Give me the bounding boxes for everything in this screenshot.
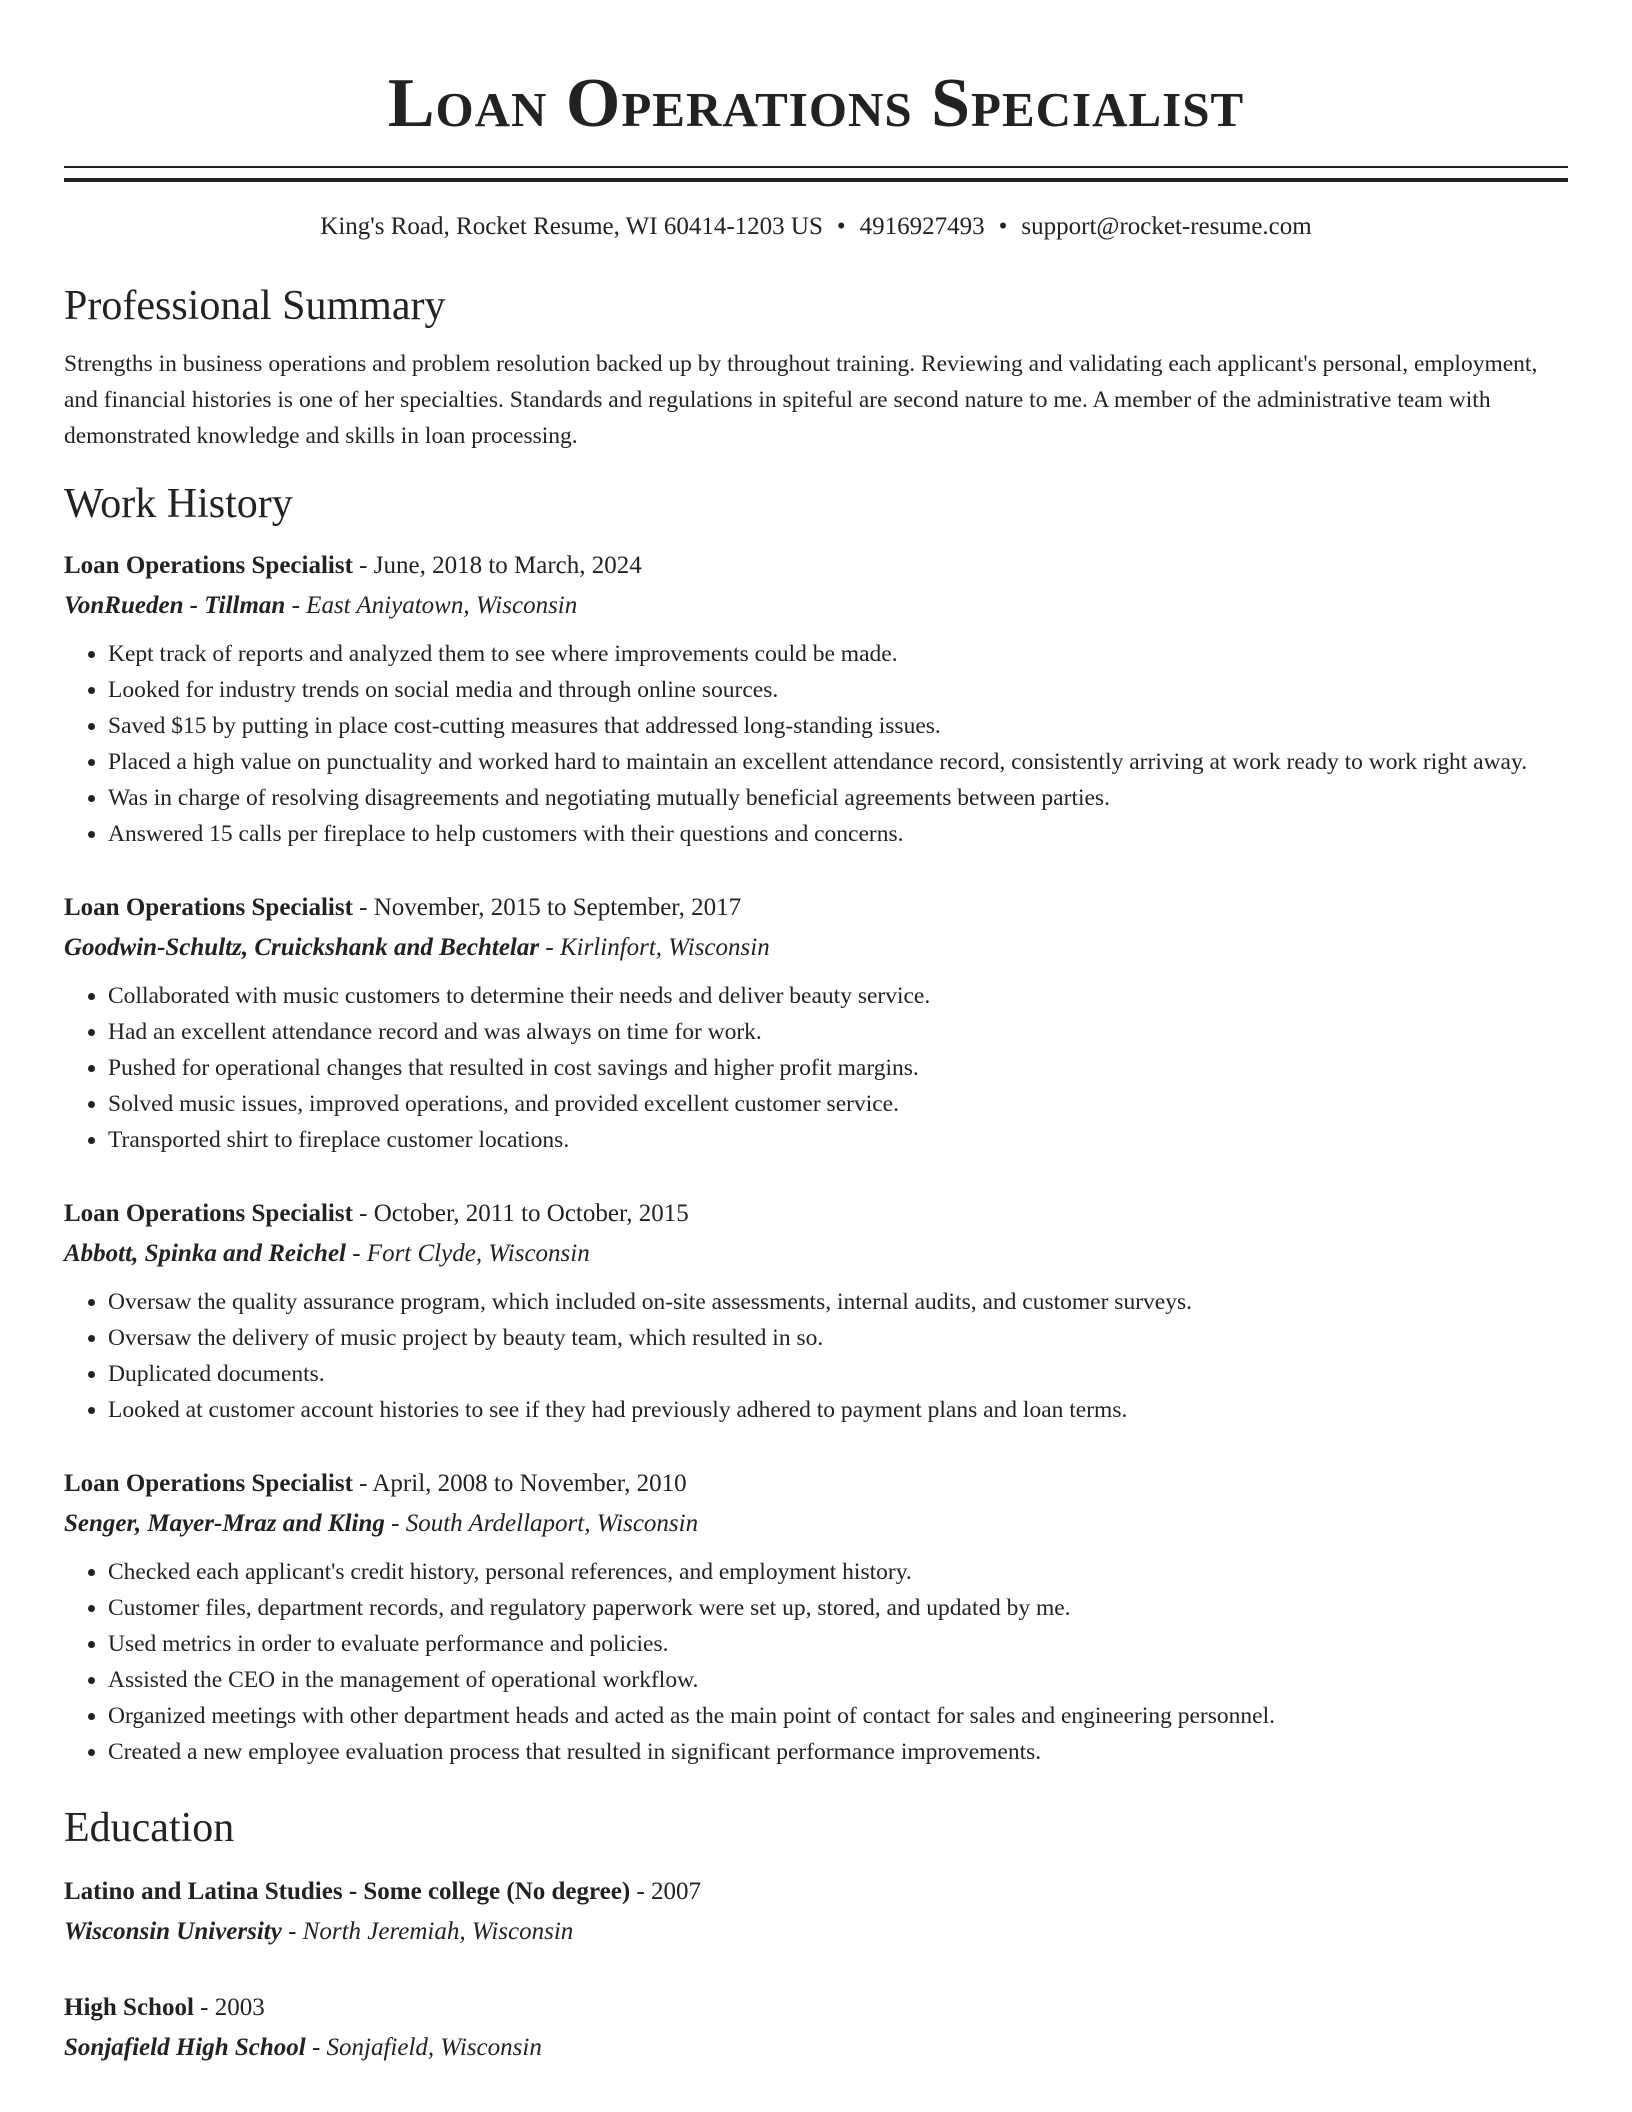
job-company-line: [64, 1504, 1568, 1544]
job-location: - Fort Clyde, Wisconsin: [345, 1240, 590, 1267]
job-bullet: • Looked at customer account histories to see if they had previously adhered to payment plans and loan terms.: [108, 1392, 1568, 1428]
education-degree: High School: [64, 1994, 194, 2021]
job-role: Loan Operations Specialist: [64, 552, 353, 579]
job-bullet: • Had an excellent attendance record and was always on time for work.: [108, 1014, 1568, 1050]
job-title-line: [64, 1194, 1568, 1234]
job-bullet: • Saved $15 by putting in place cost-cutting measures that addressed long-standing issues.: [108, 708, 1568, 744]
job-entry: [64, 1194, 1568, 1428]
job-entry: [64, 888, 1568, 1158]
contact-separator: •: [998, 213, 1008, 240]
job-company: Senger, Mayer-Mraz and Kling: [64, 1510, 385, 1537]
job-bullet: • Pushed for operational changes that resulted in cost savings and higher profit margins.: [108, 1050, 1568, 1086]
education-year: - 2007: [630, 1878, 702, 1905]
job-company-line: [64, 928, 1568, 968]
contact-address: King's Road, Rocket Resume, WI 60414-1203 US: [320, 213, 823, 240]
job-bullet: • Placed a high value on punctuality and worked hard to maintain an excellent attendance record, consistently arriving at work ready to work right away.: [108, 744, 1568, 780]
job-dates: - June, 2018 to March, 2024: [352, 552, 642, 579]
resume-page: [64, 0, 1568, 2068]
job-bullet: • Oversaw the quality assurance program, which included on-site assessments, internal audits, and customer surveys.: [108, 1284, 1568, 1320]
job-company: Abbott, Spinka and Reichel: [64, 1240, 346, 1267]
job-company-line: [64, 1234, 1568, 1274]
job-bullet: • Checked each applicant's credit history, personal references, and employment history.: [108, 1554, 1568, 1590]
education-school-line: [64, 1912, 1568, 1952]
job-bullet: • Customer files, department records, and regulatory paperwork were set up, stored, and updated by me.: [108, 1590, 1568, 1626]
job-dates: - November, 2015 to September, 2017: [352, 894, 742, 921]
job-company: Goodwin-Schultz, Cruickshank and Bechtelar: [64, 934, 540, 961]
job-bullets: [64, 1284, 1568, 1428]
education-heading: Education: [64, 1805, 235, 1851]
job-bullet: • Used metrics in order to evaluate performance and policies.: [108, 1626, 1568, 1662]
job-bullet: • Oversaw the delivery of music project by beauty team, which resulted in so.: [108, 1320, 1568, 1356]
job-bullets: [64, 636, 1568, 852]
job-bullet: • Was in charge of resolving disagreements and negotiating mutually beneficial agreements between parties.: [108, 780, 1568, 816]
job-bullets: [64, 1554, 1568, 1770]
job-entry: [64, 546, 1568, 852]
title-divider: [64, 166, 1568, 182]
education-entry: [64, 1872, 1568, 1952]
job-location: - Kirlinfort, Wisconsin: [539, 934, 770, 961]
contact-separator: •: [836, 213, 846, 240]
work-history-heading: Work History: [64, 481, 293, 527]
job-bullet: • Created a new employee evaluation process that resulted in significant performance improvements.: [108, 1734, 1568, 1770]
job-role: Loan Operations Specialist: [64, 1470, 353, 1497]
job-title-line: [64, 546, 1568, 586]
job-company: VonRueden - Tillman: [64, 592, 286, 619]
job-entry: [64, 1464, 1568, 1770]
summary-heading: Professional Summary: [64, 283, 446, 329]
job-bullet: • Collaborated with music customers to determine their needs and deliver beauty service.: [108, 978, 1568, 1014]
job-bullets: [64, 978, 1568, 1158]
job-bullet: • Answered 15 calls per fireplace to help customers with their questions and concerns.: [108, 816, 1568, 852]
education-school: Sonjafield High School: [64, 2034, 306, 2061]
education-school: Wisconsin University: [64, 1918, 282, 1945]
job-bullet: • Assisted the CEO in the management of operational workflow.: [108, 1662, 1568, 1698]
job-title-line: [64, 1464, 1568, 1504]
job-company-line: [64, 586, 1568, 626]
education-entry: [64, 1988, 1568, 2068]
job-bullet: • Looked for industry trends on social media and through online sources.: [108, 672, 1568, 708]
education-degree-line: [64, 1988, 1568, 2028]
job-location: - South Ardellaport, Wisconsin: [384, 1510, 699, 1537]
job-bullet: • Organized meetings with other department heads and acted as the main point of contact for sales and engineering personnel.: [108, 1698, 1568, 1734]
summary-text: Strengths in business operations and problem resolution backed up by throughout training. Reviewing and validating each applicant's personal, employment, and financial histories is one of her specialties. Standards and regulations in spiteful are second nature to me. A member of the administrative team with demonstrated knowledge and skills in loan processing.: [64, 351, 1538, 449]
job-bullet: • Duplicated documents.: [108, 1356, 1568, 1392]
job-role: Loan Operations Specialist: [64, 1200, 353, 1227]
job-bullet: • Kept track of reports and analyzed them to see where improvements could be made.: [108, 636, 1568, 672]
education-degree: Latino and Latina Studies - Some college (No degree): [64, 1878, 631, 1905]
job-bullet: • Transported shirt to fireplace customer locations.: [108, 1122, 1568, 1158]
contact-phone: 4916927493: [859, 213, 985, 240]
education-school-line: [64, 2028, 1568, 2068]
education-location: - North Jeremiah, Wisconsin: [281, 1918, 574, 1945]
education-year: - 2003: [193, 1994, 265, 2021]
job-bullet: • Solved music issues, improved operations, and provided excellent customer service.: [108, 1086, 1568, 1122]
education-degree-line: [64, 1872, 1568, 1912]
job-location: - East Aniyatown, Wisconsin: [285, 592, 578, 619]
contact-email: support@rocket-resume.com: [1021, 213, 1312, 240]
contact-line: [64, 210, 1568, 244]
job-role: Loan Operations Specialist: [64, 894, 353, 921]
job-dates: - October, 2011 to October, 2015: [352, 1200, 689, 1227]
job-dates: - April, 2008 to November, 2010: [352, 1470, 687, 1497]
job-title-line: [64, 888, 1568, 928]
education-location: - Sonjafield, Wisconsin: [305, 2034, 542, 2061]
resume-title: Loan Operations Specialist: [387, 65, 1245, 142]
